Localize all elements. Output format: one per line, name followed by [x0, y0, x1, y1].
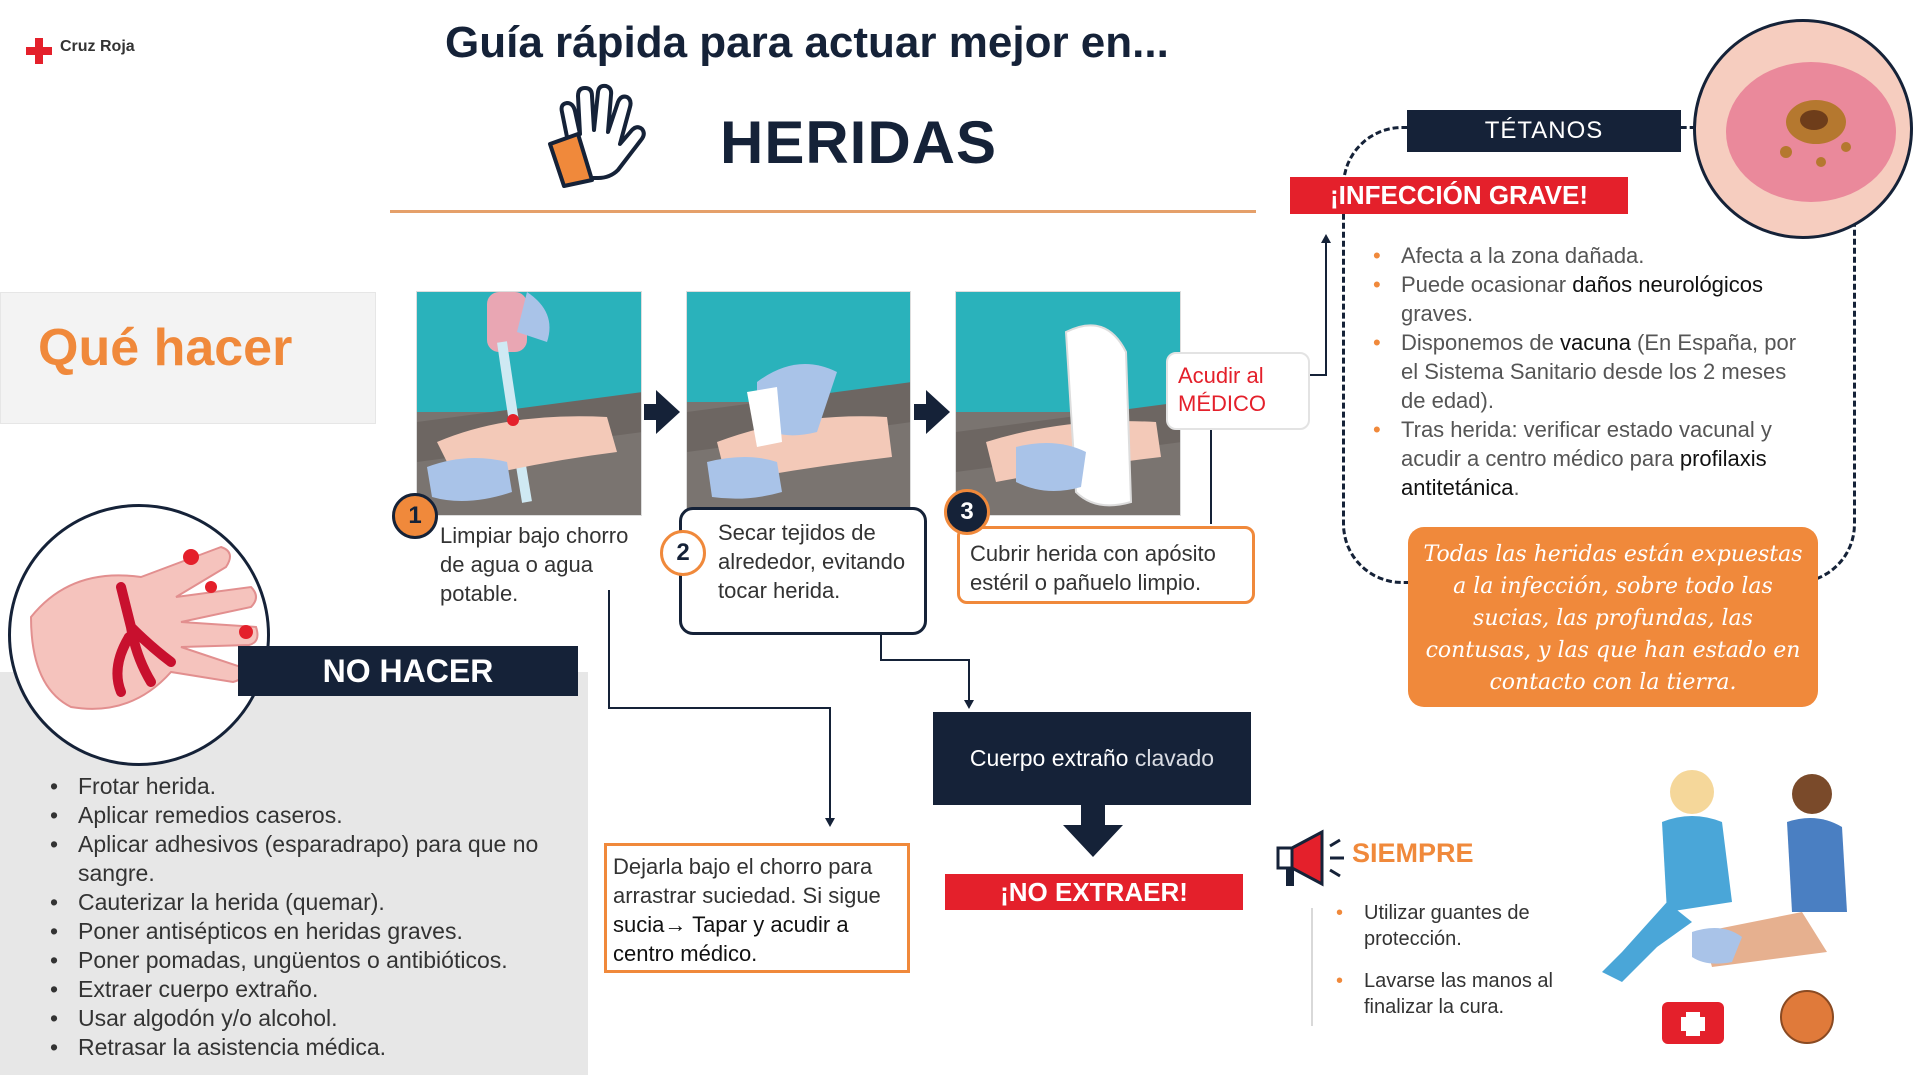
tetanos-title: TÉTANOS: [1407, 110, 1681, 152]
connector-step3-medico: [1210, 430, 1212, 524]
list-item: • Poner antisépticos en heridas graves.: [44, 917, 564, 946]
que-hacer-title: Qué hacer: [38, 319, 293, 377]
step-1-text: Limpiar bajo chorro de agua o agua potable.: [440, 523, 629, 606]
megaphone-icon: [1274, 826, 1348, 892]
tetanos-item-highlight: profilaxis antitetánica: [1401, 446, 1767, 500]
connector-step1-down2: [829, 707, 831, 819]
tetanos-item-text: Tras herida: verificar estado vacunal y acudir a centro médico para: [1401, 417, 1772, 471]
tetanos-item-text: Afecta a la zona dañada.: [1401, 243, 1645, 268]
cruz-roja-logo-icon: [26, 38, 52, 64]
tetanos-item-text: .: [1513, 475, 1520, 500]
page-subtitle: Guía rápida para actuar mejor en...: [445, 18, 1169, 67]
step-3-number: 3: [944, 489, 990, 535]
first-aid-people-illustration: [1582, 762, 1877, 1052]
title-divider: [390, 210, 1256, 213]
step-2-box: [679, 507, 927, 635]
tetanos-item-text: (En España, por el Sistema Sanitario desde los 2 meses de edad).: [1401, 330, 1797, 413]
step-3-image: [955, 291, 1181, 516]
list-item: • Poner pomadas, ungüentos o antibióticos.: [44, 946, 564, 975]
dejarla-text-2: Tapar y acudir a centro médico.: [613, 912, 849, 966]
infected-wound-image: [1693, 19, 1913, 239]
list-item: • Cauterizar la herida (quemar).: [44, 888, 564, 917]
list-item: • Lavarse las manos al finalizar la cura.: [1330, 968, 1590, 1020]
cuerpo-extrano-bold: Cuerpo extraño: [969, 745, 1129, 771]
connector-tip: [825, 818, 835, 827]
arrow-right-icon: →: [664, 912, 687, 937]
siempre-list: [1330, 900, 1590, 1036]
acudir-medico-box: [1166, 352, 1310, 430]
connector-step2-down: [880, 635, 882, 660]
connector-step1-h: [608, 707, 830, 709]
list-item: • Usar algodón y/o alcohol.: [44, 1004, 564, 1033]
cuerpo-extrano-box: [933, 712, 1251, 805]
brand-name: Cruz Roja: [60, 38, 135, 55]
list-item: • Frotar herida.: [44, 772, 564, 801]
connector-step2-h: [880, 659, 969, 661]
dejarla-sucia: sucia: [613, 912, 665, 937]
tetanos-list: [1367, 241, 1807, 502]
list-item: • Retrasar la asistencia médica.: [44, 1033, 564, 1062]
connector-tip: [964, 700, 974, 709]
list-item: • Utilizar guantes de protección.: [1330, 900, 1590, 952]
gloves-icon: [540, 82, 648, 188]
connector-tip: [1321, 234, 1331, 243]
connector-step2-down2: [968, 659, 970, 701]
list-item: • Aplicar adhesivos (esparadrapo) para que no sangre.: [44, 830, 564, 888]
dejarla-text-1: Dejarla bajo el chorro para arrastrar suciedad. Si sigue: [613, 854, 881, 908]
list-item: • Extraer cuerpo extraño.: [44, 975, 564, 1004]
no-hacer-title: NO HACER: [238, 646, 578, 696]
step-2-text: Secar tejidos de alrededor, evitando tocar herida.: [718, 520, 906, 603]
arrow-right-icon: [926, 390, 950, 434]
tetanos-item-text: Disponemos de: [1401, 330, 1560, 355]
siempre-divider: [1311, 908, 1313, 1026]
no-hacer-list: [44, 772, 564, 1062]
step-1-image: [416, 291, 642, 516]
tetanos-item-text: Puede ocasionar: [1401, 272, 1573, 297]
siempre-title: SIEMPRE: [1352, 838, 1474, 868]
cuerpo-extrano-rest: clavado: [1128, 745, 1215, 771]
step-2-image: [686, 291, 911, 516]
connector-medico-up: [1325, 242, 1327, 376]
connector-step1-down: [608, 590, 610, 708]
step-3-text: Cubrir herida con apósito estéril o pañuelo limpio.: [970, 541, 1216, 595]
list-item: • Aplicar remedios caseros.: [44, 801, 564, 830]
infection-callout: Todas las heridas están expuestas a la infección, sobre todo las sucias, las profundas, las contusas, y las que han estado en contacto con la tierra.: [1408, 527, 1818, 707]
no-extraer-label: ¡NO EXTRAER!: [945, 874, 1243, 910]
step-3-box: [957, 526, 1255, 604]
connector-medico-h: [1310, 374, 1326, 376]
list-item: [1367, 328, 1807, 415]
list-item: [1367, 415, 1807, 502]
step-2-number: 2: [660, 530, 706, 576]
step-1-number: 1: [392, 493, 438, 539]
list-item: [1367, 270, 1807, 328]
tetanos-item-highlight: vacuna: [1559, 330, 1631, 355]
dejarla-box: [604, 843, 910, 973]
list-item: [1367, 241, 1807, 270]
page-title: HERIDAS: [720, 109, 998, 176]
tetanos-item-text: graves.: [1401, 301, 1474, 326]
arrow-right-icon: [656, 390, 680, 434]
acudir-line-1: Acudir al: [1178, 363, 1264, 388]
arrow-down-icon: [1063, 805, 1123, 857]
acudir-line-2: MÉDICO: [1178, 391, 1266, 416]
tetanos-item-highlight: daños neurológicos: [1572, 272, 1764, 297]
bleeding-hand-image: [8, 504, 270, 766]
infeccion-grave-label: ¡INFECCIÓN GRAVE!: [1290, 177, 1628, 214]
